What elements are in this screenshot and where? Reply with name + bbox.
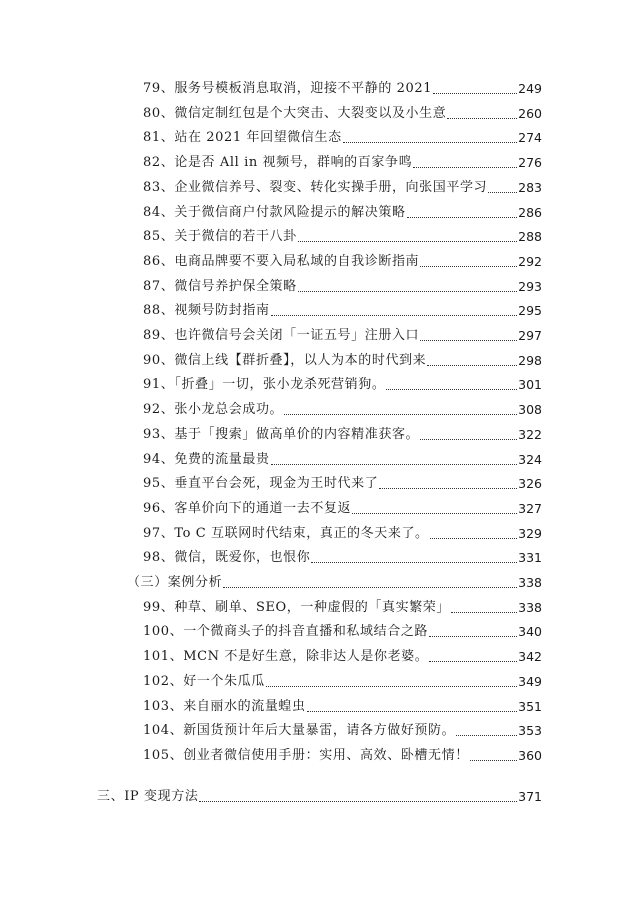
dot-leader bbox=[407, 202, 518, 224]
toc-page-number: 260 bbox=[518, 105, 542, 121]
toc-entry-title: 102、好一个朱瓜瓜 bbox=[143, 673, 265, 689]
dot-leader bbox=[271, 449, 518, 471]
toc-page-number: 360 bbox=[518, 747, 542, 763]
dot-leader bbox=[427, 350, 517, 372]
toc-entry-title: 92、张小龙总会成功。 bbox=[143, 402, 284, 418]
toc-section-heading[interactable] bbox=[127, 572, 542, 594]
toc-entry-title: 79、服务号模板消息取消，迎接不平静的 2021 bbox=[143, 81, 433, 96]
toc-entry[interactable] bbox=[143, 547, 542, 569]
toc-entry-title: 94、免费的流量最贵 bbox=[143, 451, 270, 467]
toc-entry-title: 98、微信，既爱你，也恨你 bbox=[143, 550, 311, 566]
toc-entry[interactable] bbox=[143, 177, 542, 199]
dot-leader bbox=[413, 152, 517, 174]
toc-entry-title: 103、来自丽水的流量蝗虫 bbox=[143, 698, 306, 714]
toc-page-number: 338 bbox=[518, 599, 542, 615]
dot-leader bbox=[430, 523, 517, 545]
toc-entry[interactable] bbox=[143, 276, 542, 298]
toc-entry[interactable] bbox=[143, 523, 542, 545]
toc-entry-title: 83、企业微信养号、裂变、转化实操手册，向张国平学习 bbox=[143, 179, 488, 195]
toc-entry-title: （三）案例分析 bbox=[127, 575, 223, 590]
toc-page-number: 283 bbox=[518, 179, 542, 195]
dot-leader bbox=[386, 374, 517, 396]
toc-page-number: 327 bbox=[518, 500, 542, 516]
toc-entry-title: 105、创业者微信使用手册：实用、高效、卧槽无情！ bbox=[143, 747, 469, 763]
toc-entry[interactable] bbox=[143, 449, 542, 471]
toc-entry[interactable] bbox=[143, 78, 542, 100]
toc-entry-title: 84、关于微信商户付款风险提示的解决策略 bbox=[143, 204, 406, 220]
toc-page-number: 349 bbox=[518, 673, 542, 689]
toc-entry[interactable] bbox=[143, 350, 542, 372]
dot-leader bbox=[447, 103, 517, 125]
toc-entry-title: 93、基于「搜索」做高单价的内容精准获客。 bbox=[143, 426, 420, 442]
toc-entry[interactable] bbox=[143, 424, 542, 446]
toc-entry[interactable] bbox=[143, 325, 542, 347]
toc-page-number: 324 bbox=[518, 451, 542, 467]
dot-leader bbox=[343, 127, 517, 149]
dot-leader bbox=[451, 597, 517, 619]
toc-page-number: 353 bbox=[518, 723, 542, 739]
toc-page-number: 292 bbox=[518, 253, 542, 269]
toc-entry[interactable] bbox=[143, 646, 542, 668]
dot-leader bbox=[199, 786, 517, 808]
toc-entry-title: 三、IP 变现方法 bbox=[97, 789, 199, 804]
toc-entry-title: 99、种草、刷单、SEO，一种虚假的「真实繁荣」 bbox=[143, 599, 450, 615]
dot-leader bbox=[433, 78, 517, 100]
toc-page-number: 286 bbox=[518, 204, 542, 220]
toc-entry-title: 97、To C 互联网时代结束，真正的冬天来了。 bbox=[143, 525, 429, 541]
dot-leader bbox=[311, 547, 517, 569]
dot-leader bbox=[284, 399, 517, 421]
toc-page-number: 371 bbox=[518, 789, 542, 804]
toc-entry[interactable] bbox=[143, 202, 542, 224]
toc-page-number: 293 bbox=[518, 278, 542, 294]
toc-page-number: 340 bbox=[518, 624, 542, 640]
dot-leader bbox=[298, 276, 517, 298]
toc-page-number: 297 bbox=[518, 328, 542, 343]
toc-entry-title: 86、电商品牌要不要入局私域的自我诊断指南 bbox=[143, 253, 420, 269]
dot-leader bbox=[420, 251, 517, 273]
toc-entry[interactable] bbox=[143, 621, 542, 643]
toc-entry[interactable] bbox=[143, 103, 542, 125]
toc-entry-title: 95、垂直平台会死，现金为王时代来了 bbox=[143, 476, 379, 492]
toc-entry-title: 89、也许微信号会关闭「一证五号」注册入口 bbox=[143, 328, 420, 343]
toc-entry-title: 101、MCN 不是好生意，除非达人是你老婆。 bbox=[143, 649, 429, 665]
toc-entry-title: 104、新国货预计年后大量暴雷，请各方做好预防。 bbox=[143, 723, 456, 739]
toc-entry[interactable] bbox=[143, 152, 542, 174]
dot-leader bbox=[429, 621, 517, 643]
toc-entry-title: 81、站在 2021 年回望微信生态 bbox=[143, 130, 342, 146]
dot-leader bbox=[223, 572, 517, 594]
toc-page-number: 322 bbox=[518, 426, 542, 442]
toc-page-number: 331 bbox=[518, 550, 542, 566]
toc-page-number: 342 bbox=[518, 649, 542, 665]
toc-page-number: 338 bbox=[518, 575, 542, 590]
dot-leader bbox=[420, 325, 517, 347]
toc-page-number: 308 bbox=[518, 402, 542, 418]
toc-entry[interactable] bbox=[143, 399, 542, 421]
toc-entry[interactable] bbox=[143, 720, 542, 742]
dot-leader bbox=[298, 226, 517, 248]
toc-entry-title: 88、视频号防封指南 bbox=[143, 303, 270, 319]
dot-leader bbox=[470, 745, 517, 767]
dot-leader bbox=[352, 498, 517, 520]
toc-entry[interactable] bbox=[143, 226, 542, 248]
toc-page-number: 288 bbox=[518, 229, 542, 245]
toc-entry-title: 100、一个微商头子的抖音直播和私域结合之路 bbox=[143, 624, 429, 640]
dot-leader bbox=[429, 646, 517, 668]
toc-entry[interactable] bbox=[143, 374, 542, 396]
dot-leader bbox=[266, 671, 517, 693]
dot-leader bbox=[379, 473, 517, 495]
toc-page-number: 276 bbox=[518, 155, 542, 171]
toc-entry-title: 87、微信号养护保全策略 bbox=[143, 278, 297, 294]
toc-page-number: 301 bbox=[518, 377, 542, 393]
toc-page-number: 274 bbox=[518, 130, 542, 146]
toc-entry-title: 91、「折叠」一切，张小龙杀死营销狗。 bbox=[143, 377, 386, 393]
toc-entry[interactable] bbox=[143, 671, 542, 693]
dot-leader bbox=[488, 177, 517, 199]
toc-entry[interactable] bbox=[143, 597, 542, 619]
toc-chapter-heading[interactable] bbox=[97, 786, 542, 808]
toc-entry[interactable] bbox=[143, 473, 542, 495]
toc-page-number: 298 bbox=[518, 352, 542, 368]
toc-entry-title: 85、关于微信的若干八卦 bbox=[143, 229, 297, 245]
toc-entry[interactable] bbox=[143, 127, 542, 149]
dot-leader bbox=[271, 300, 518, 322]
toc-entry-title: 96、客单价向下的通道一去不复返 bbox=[143, 500, 352, 516]
toc-entry[interactable] bbox=[143, 498, 542, 520]
toc-page-number: 329 bbox=[518, 525, 542, 541]
toc-entry[interactable] bbox=[143, 696, 542, 718]
dot-leader bbox=[307, 696, 518, 718]
toc-page-number: 326 bbox=[518, 476, 542, 492]
toc-entry-title: 90、微信上线【群折叠】，以人为本的时代到来 bbox=[143, 352, 427, 368]
toc-entry-title: 82、论是否 All in 视频号，群响的百家争鸣 bbox=[143, 155, 413, 171]
toc-entry-title: 80、微信定制红包是个大突击、大裂变以及小生意 bbox=[143, 105, 447, 121]
toc-page-number: 249 bbox=[518, 81, 542, 96]
dot-leader bbox=[456, 720, 517, 742]
toc-entry[interactable] bbox=[143, 251, 542, 273]
toc-page-number: 351 bbox=[518, 698, 542, 714]
dot-leader bbox=[420, 424, 517, 446]
toc-page-number: 295 bbox=[518, 303, 542, 319]
toc-entry[interactable] bbox=[143, 745, 542, 767]
toc-entry[interactable] bbox=[143, 300, 542, 322]
